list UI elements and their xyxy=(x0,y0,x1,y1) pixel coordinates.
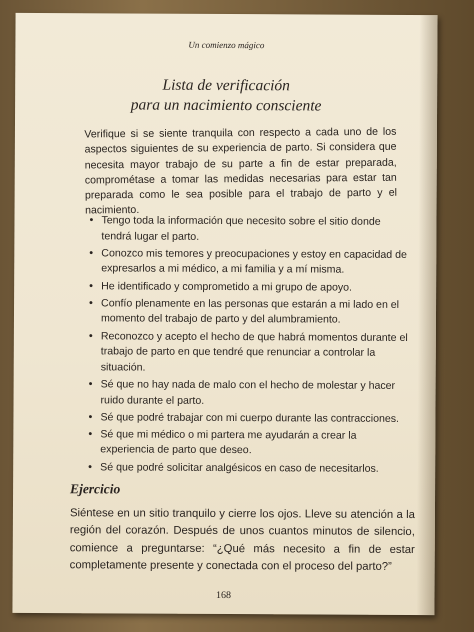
checklist-item xyxy=(88,427,408,460)
checklist-item-text: Confío plenamente en las personas que estarán a mi lado en el momento del trabajo de parto y del alumbramiento. xyxy=(100,297,400,326)
checklist-item-text: Reconozco y acepto el hecho de que habrá momentos durante el trabajo de parto en que tendré que renunciar a controlar la situación. xyxy=(100,329,408,374)
exercise-text: Siéntese en un sitio tranquilo y cierre los ojos. Lleve su atención a la región del corazón. Después de unos cuantos minutos de silencio, comience a preguntarse: “¿Qué más necesito a fin de estar completamente presente y conectada con el proceso del parto?” xyxy=(69,507,415,573)
book-page xyxy=(12,13,437,615)
bullet-icon: • xyxy=(88,378,93,391)
bullet-icon: • xyxy=(89,247,94,260)
section-title-line-2: para un nacimiento consciente xyxy=(130,96,322,115)
bullet-icon: • xyxy=(89,297,93,310)
running-head: Un comienzo mágico xyxy=(188,39,265,51)
checklist-item xyxy=(88,410,408,427)
section-title xyxy=(15,75,437,117)
checklist-item-text: Sé que no hay nada de malo con el hecho de molestar y hacer ruido durante el parto. xyxy=(100,378,396,407)
checklist-item-text: Sé que podré solicitar analgésicos en caso de necesitarlos. xyxy=(100,461,379,475)
bullet-icon: • xyxy=(88,329,93,342)
exercise-heading: Ejercicio xyxy=(70,481,121,497)
checklist-item xyxy=(89,246,409,279)
checklist-item xyxy=(89,377,409,410)
checklist-item-text: Sé que podré trabajar con mi cuerpo durante las contracciones. xyxy=(100,411,400,425)
page-number: 168 xyxy=(215,589,232,602)
checklist-item-text: He identificado y comprometido a mi grupo de apoyo. xyxy=(101,279,353,294)
checklist-item xyxy=(88,460,408,477)
intro-paragraph xyxy=(84,125,397,220)
checklist-item-text: Conozco mis temores y preocupaciones y estoy en capacidad de expresarlos a mi médico, a mi familia y a mí misma. xyxy=(101,247,407,276)
checklist xyxy=(88,213,409,479)
checklist-item xyxy=(89,213,409,246)
bullet-icon: • xyxy=(89,279,94,292)
bullet-icon: • xyxy=(88,410,93,423)
bullet-icon: • xyxy=(88,428,93,441)
checklist-item-text: Sé que mi médico o mi partera me ayudarán a crear la experiencia de parto que deseo. xyxy=(100,428,357,457)
bullet-icon: • xyxy=(88,460,93,473)
checklist-item-text: Tengo toda la información que necesito sobre el sitio donde tendrá lugar el parto. xyxy=(101,214,381,243)
section-title-line-1: Lista de verificación xyxy=(162,76,290,95)
checklist-item xyxy=(89,329,409,377)
intro-text: Verifique si se siente tranquila con respecto a cada uno de los aspectos siguientes de su experiencia de parto. Si considera que necesita mayor trabajo de su parte a fin de estar preparada, comprométase a tomar las medidas necesarias para estar tan preparada como le sea posible para el trabajo de parto y el nacimiento. xyxy=(84,125,397,217)
bullet-icon: • xyxy=(89,214,94,227)
exercise-paragraph xyxy=(70,505,415,576)
checklist-item xyxy=(89,296,409,329)
checklist-item xyxy=(89,279,409,296)
